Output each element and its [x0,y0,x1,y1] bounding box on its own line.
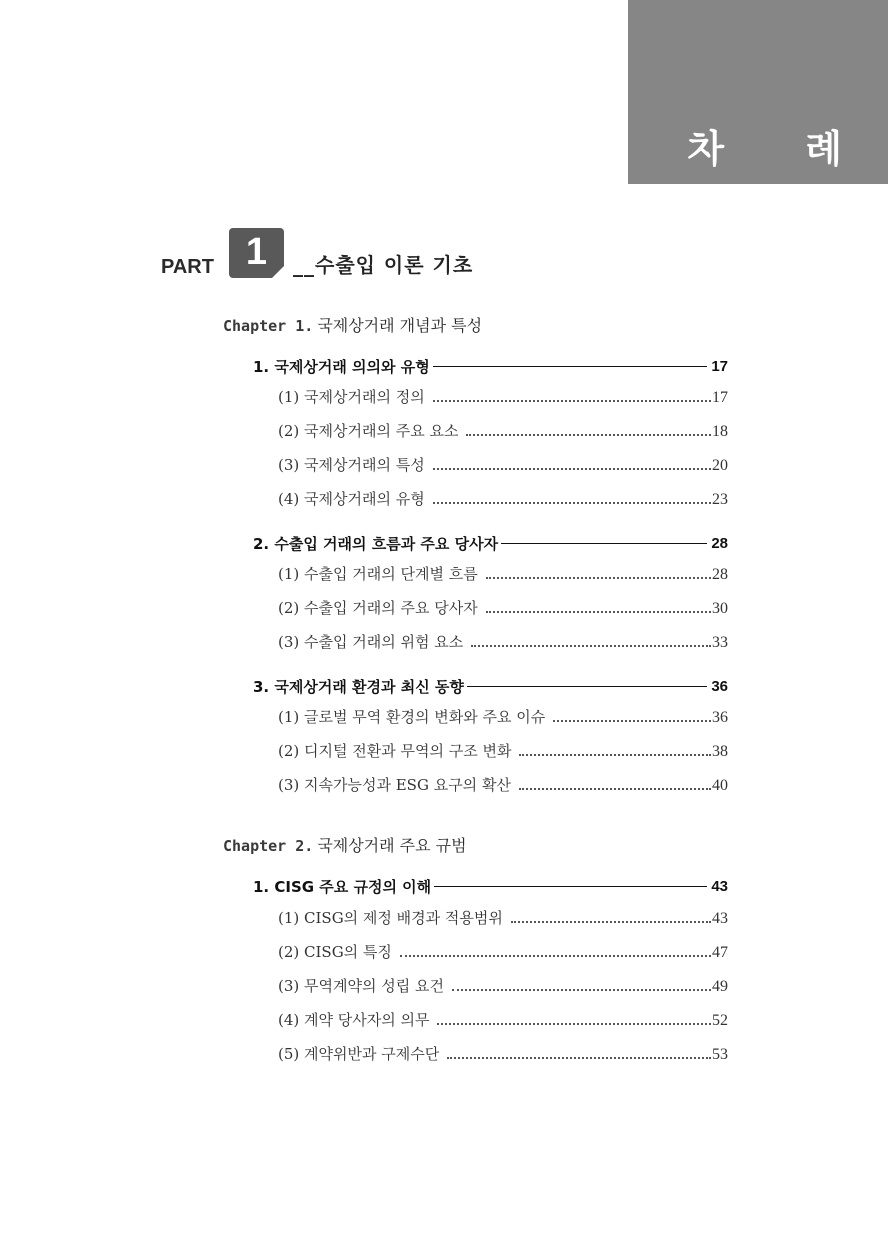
chapter-title: 국제상거래 주요 규범 [317,836,467,855]
item-label: (2) CISG의 특징 [278,943,392,961]
dot-leader [400,955,711,957]
item-label: (1) 국제상거래의 정의 [278,388,425,406]
item-label: (1) 수출입 거래의 단계별 흐름 [278,565,478,583]
chapter-heading [223,838,467,854]
section-page-number: 43 [711,877,728,895]
toc-item[interactable] [278,1044,728,1064]
item-page-number: 17 [712,389,728,406]
section-label: 1. 국제상거래 의의와 유형 [253,357,430,376]
item-page-number: 40 [712,777,728,794]
dot-leader [433,502,711,504]
item-page-number: 30 [712,600,728,617]
item-label: (3) 수출입 거래의 위험 요소 [278,633,464,651]
toc-item[interactable] [278,707,728,727]
part-heading [161,228,661,284]
dot-leader [452,989,711,991]
dot-leader [511,921,711,923]
part-number-badge [229,228,284,278]
item-page-number: 53 [712,1046,728,1063]
item-label: (3) 국제상거래의 특성 [278,456,425,474]
item-page-number: 52 [712,1012,728,1029]
leader-line [501,543,707,544]
leader-line [433,366,708,367]
toc-item[interactable] [278,564,728,584]
toc-title: 차 례 [687,127,876,171]
toc-item[interactable] [278,632,728,652]
toc-item[interactable] [278,908,728,928]
item-page-number: 47 [712,944,728,961]
item-label: (4) 계약 당사자의 의무 [278,1011,430,1029]
dot-leader [486,611,711,613]
section-label: 3. 국제상거래 환경과 최신 동향 [253,677,464,696]
toc-header-box [628,0,888,184]
item-label: (3) 지속가능성과 ESG 요구의 확산 [278,776,511,794]
item-page-number: 20 [712,457,728,474]
toc-section[interactable] [253,356,728,376]
item-page-number: 18 [712,423,728,440]
part-label: PART [161,256,214,278]
section-page-number: 17 [711,357,728,375]
toc-section[interactable] [253,676,728,696]
item-label: (1) 글로벌 무역 환경의 변화와 주요 이슈 [278,708,546,726]
dot-leader [433,468,711,470]
section-page-number: 28 [711,534,728,552]
dot-leader [553,720,711,722]
toc-item[interactable] [278,775,728,795]
item-label: (2) 디지털 전환과 무역의 구조 변화 [278,742,512,760]
toc-item[interactable] [278,1010,728,1030]
toc-item[interactable] [278,387,728,407]
leader-line [434,886,707,887]
item-label: (1) CISG의 제정 배경과 적용범위 [278,909,503,927]
item-label: (4) 국제상거래의 유형 [278,490,425,508]
dot-leader [519,754,711,756]
toc-item[interactable] [278,598,728,618]
section-label: 1. CISG 주요 규정의 이해 [253,877,432,896]
section-label: 2. 수출입 거래의 흐름과 주요 당사자 [253,534,499,553]
chapter-prefix: Chapter 2. [223,837,314,855]
item-page-number: 23 [712,491,728,508]
chapter-title: 국제상거래 개념과 특성 [317,316,483,335]
toc-section[interactable] [253,533,728,553]
item-page-number: 38 [712,743,728,760]
toc-item[interactable] [278,489,728,509]
dot-leader [433,400,711,402]
item-page-number: 49 [712,978,728,995]
item-page-number: 43 [712,910,728,927]
dot-leader [486,577,711,579]
part-number: 1 [245,231,268,273]
dot-leader [519,788,711,790]
item-label: (2) 수출입 거래의 주요 당사자 [278,599,478,617]
dot-leader [471,645,711,647]
part-title: __수출입 이론 기초 [293,253,474,277]
item-label: (5) 계약위반과 구제수단 [278,1045,440,1063]
toc-item[interactable] [278,976,728,996]
toc-section[interactable] [253,876,728,896]
toc-item[interactable] [278,455,728,475]
chapter-heading [223,318,482,334]
item-page-number: 28 [712,566,728,583]
item-label: (3) 무역계약의 성립 요건 [278,977,444,995]
dot-leader [447,1057,711,1059]
dot-leader [437,1023,711,1025]
leader-line [467,686,707,687]
section-page-number: 36 [711,677,728,695]
toc-item[interactable] [278,741,728,761]
chapter-prefix: Chapter 1. [223,317,314,335]
toc-item[interactable] [278,421,728,441]
toc-item[interactable] [278,942,728,962]
dot-leader [466,434,711,436]
item-label: (2) 국제상거래의 주요 요소 [278,422,459,440]
item-page-number: 33 [712,634,728,651]
item-page-number: 36 [712,709,728,726]
